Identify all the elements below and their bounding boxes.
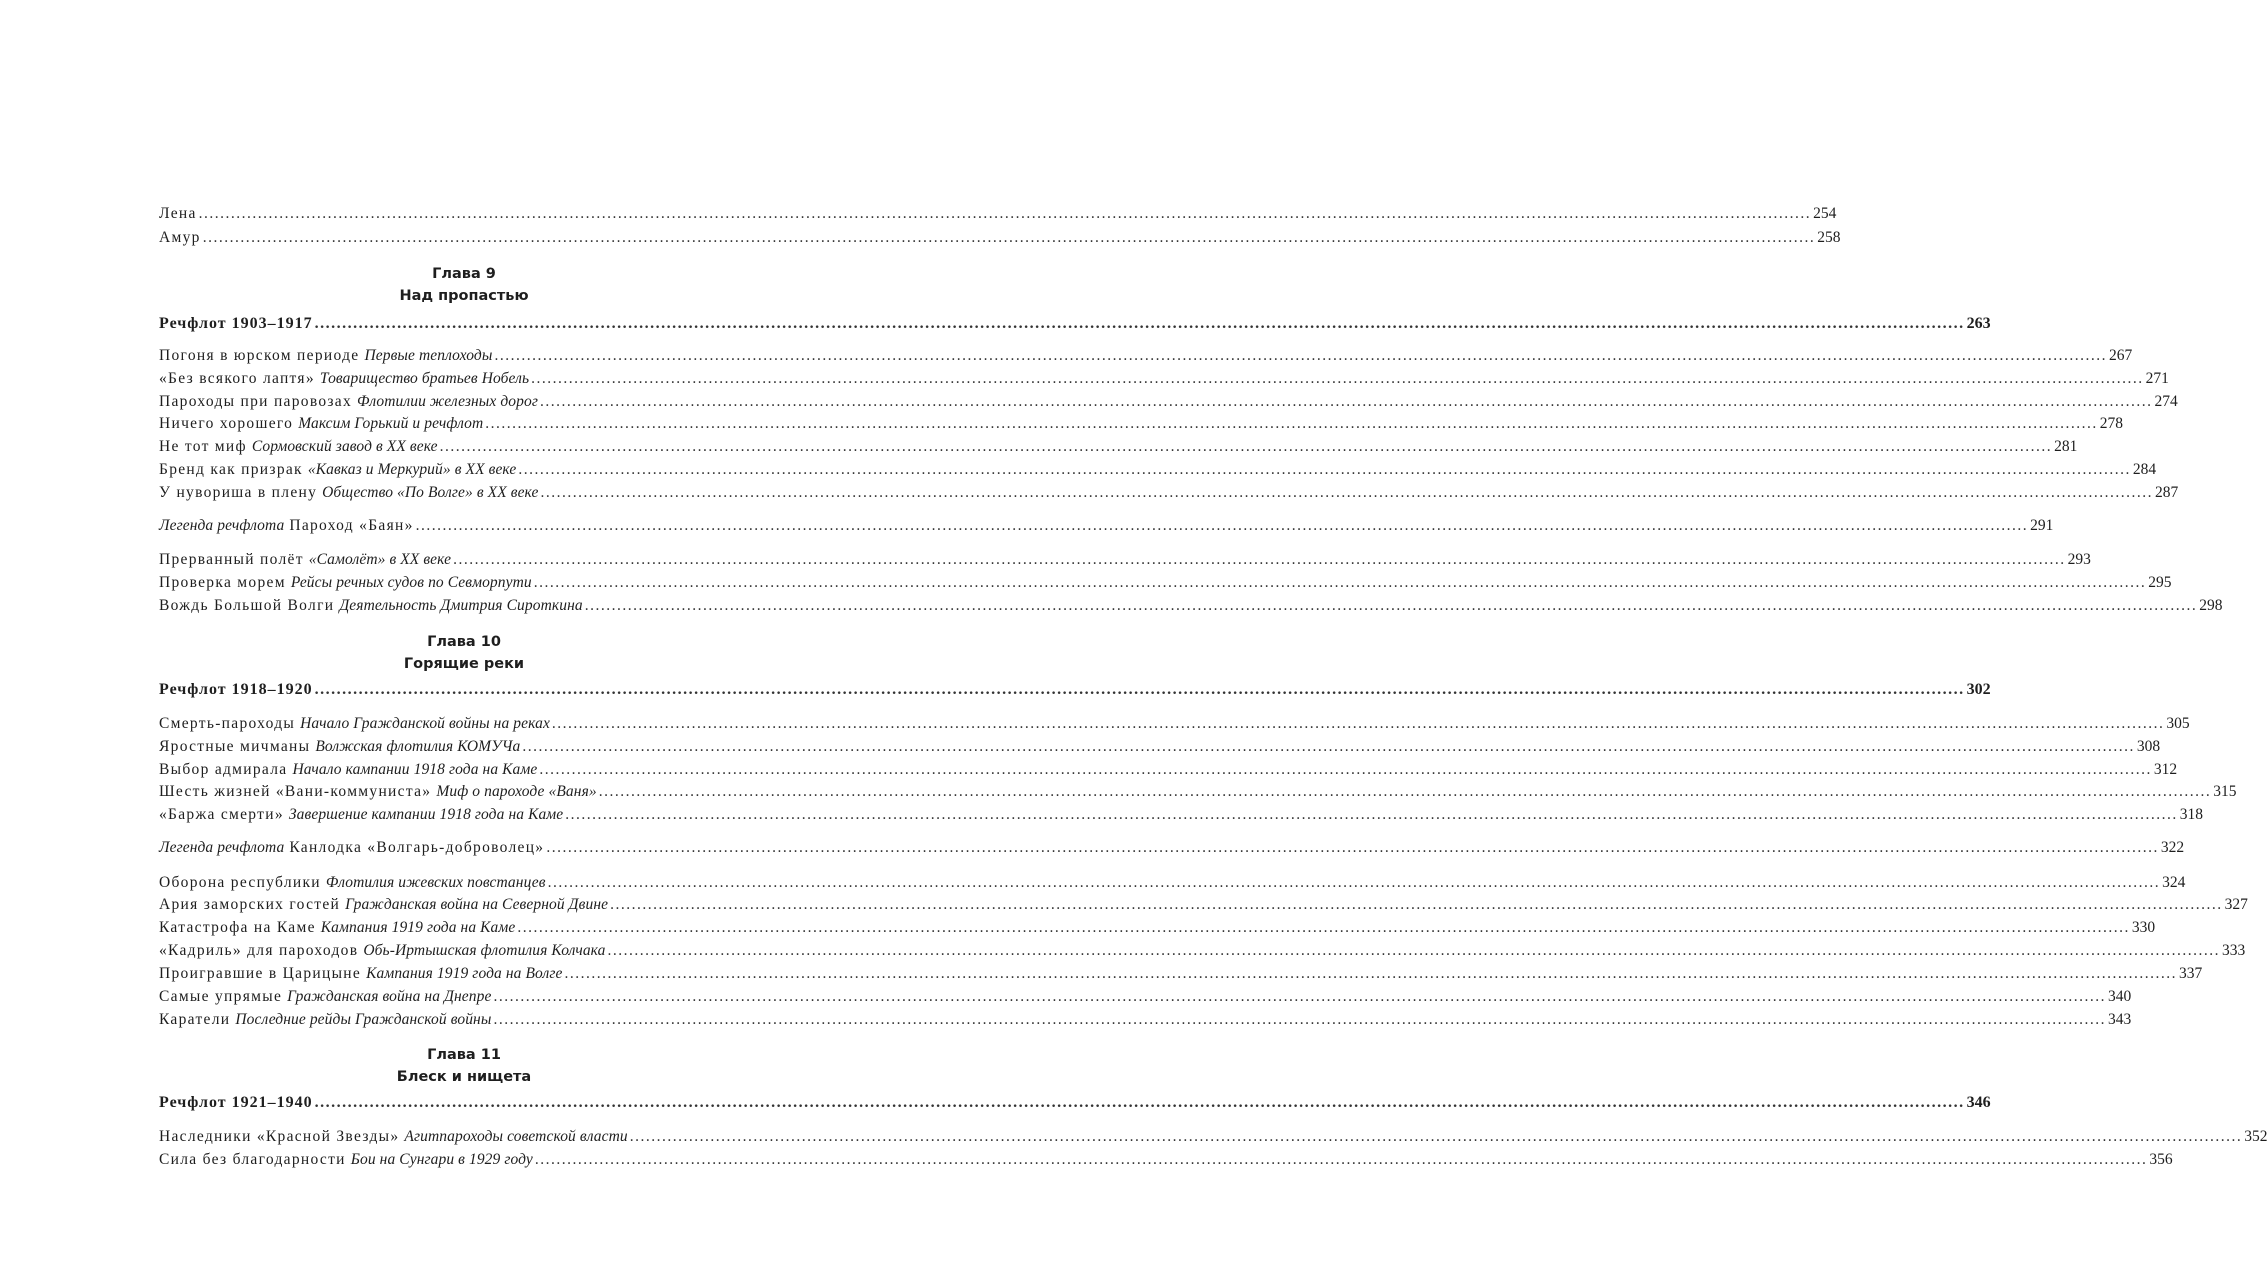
entry-subtitle: «Самолёт» в XX веке bbox=[308, 551, 452, 568]
entry-main: Бренд как призрак bbox=[159, 461, 303, 478]
toc-entry[interactable] bbox=[159, 918, 2156, 938]
entry-subtitle: Сормовский завод в XX веке bbox=[251, 438, 438, 455]
toc-entry[interactable] bbox=[159, 1127, 2267, 1147]
dot-leader: ............................................................................................................................................................................................................................................................................................................ bbox=[494, 347, 2107, 364]
page-number: 340 bbox=[2107, 988, 2132, 1005]
entry-main: «Без всякого лаптя» bbox=[159, 370, 315, 387]
entry-main: Проигравшие в Царицыне bbox=[159, 965, 362, 982]
page-number: 293 bbox=[2067, 551, 2091, 568]
page-number: 274 bbox=[2154, 393, 2178, 410]
entry-title bbox=[159, 714, 550, 734]
page-number: 281 bbox=[2054, 438, 2078, 455]
dot-leader: ............................................................................................................................................................................................................................................................................................................ bbox=[564, 965, 2177, 982]
toc-entry[interactable] bbox=[159, 1150, 2173, 1170]
entry-main: Речфлот 1918–1920 bbox=[159, 681, 313, 698]
chapter-title: Горящие реки bbox=[403, 656, 525, 672]
toc-entry[interactable] bbox=[159, 596, 2223, 616]
entry-main: Пароходы при паровозах bbox=[159, 393, 353, 410]
entry-subtitle: Агитпароходы советской власти bbox=[404, 1128, 628, 1145]
toc-entry[interactable] bbox=[159, 782, 2237, 802]
chapter-number: Глава 9 bbox=[432, 266, 496, 282]
toc-entry[interactable] bbox=[159, 987, 2132, 1007]
dot-leader: ............................................................................................................................................................................................................................................................................................................ bbox=[546, 839, 2159, 856]
toc-entry[interactable] bbox=[159, 1010, 2132, 1030]
page-number: 324 bbox=[2162, 874, 2186, 891]
entry-subtitle: Обь-Иртышская флотилия Колчака bbox=[363, 942, 606, 959]
chapter-title: Над пропастью bbox=[399, 288, 529, 304]
entry-main: Сила без благодарности bbox=[159, 1151, 346, 1168]
legend-entry[interactable] bbox=[159, 838, 2185, 858]
entry-subtitle: Легенда речфлота bbox=[159, 839, 285, 856]
entry-title bbox=[159, 805, 563, 825]
entry-main: Шесть жизней «Вани-коммуниста» bbox=[159, 783, 432, 800]
page-number: 330 bbox=[2131, 919, 2156, 936]
dot-leader: ............................................................................................................................................................................................................................................................................................................ bbox=[539, 761, 2152, 778]
entry-title bbox=[159, 573, 532, 593]
page-number: 263 bbox=[1966, 315, 1991, 332]
entry-main: Речфлот 1921–1940 bbox=[159, 1094, 313, 1111]
dot-leader: ............................................................................................................................................................................................................................................................................................................ bbox=[610, 896, 2223, 913]
entry-title bbox=[159, 460, 516, 480]
page-number: 284 bbox=[2132, 461, 2157, 478]
toc-entry[interactable] bbox=[159, 437, 2078, 457]
entry-subtitle: Деятельность Дмитрия Сироткина bbox=[339, 597, 583, 614]
entry-main: Погоня в юрском периоде bbox=[159, 347, 360, 364]
entry-title bbox=[159, 1127, 628, 1147]
entry-title bbox=[159, 204, 197, 224]
dot-leader: ............................................................................................................................................................................................................................................................................................................ bbox=[598, 783, 2212, 800]
page-number: 302 bbox=[1966, 681, 1991, 698]
dot-leader: ............................................................................................................................................................................................................................................................................................................ bbox=[485, 415, 2098, 432]
entry-subtitle: Флотилия ижевских повстанцев bbox=[325, 874, 546, 891]
page-number: 308 bbox=[2136, 738, 2161, 755]
entry-title bbox=[159, 414, 483, 434]
page-number: 327 bbox=[2224, 896, 2248, 913]
entry-main: У нувориша в плену bbox=[159, 484, 318, 501]
page-number: 318 bbox=[2179, 806, 2204, 823]
entry-title bbox=[159, 483, 539, 503]
entry-subtitle: Начало Гражданской войны на реках bbox=[300, 715, 550, 732]
dot-leader: ............................................................................................................................................................................................................................................................................................................ bbox=[518, 461, 2131, 478]
dot-leader: ............................................................................................................................................................................................................................................................................................................ bbox=[534, 1151, 2148, 1168]
entry-main: Ария заморских гостей bbox=[159, 896, 341, 913]
dot-leader: ............................................................................................................................................................................................................................................................................................................ bbox=[547, 874, 2161, 891]
entry-subtitle: Волжская флотилия КОМУЧа bbox=[315, 738, 521, 755]
entry-title bbox=[159, 516, 414, 536]
page-number: 315 bbox=[2213, 783, 2237, 800]
entry-subtitle: Первые теплоходы bbox=[364, 347, 493, 364]
toc-entry[interactable] bbox=[159, 941, 2246, 961]
part-entry[interactable] bbox=[159, 680, 1991, 700]
entry-title bbox=[159, 228, 201, 248]
page-number: 267 bbox=[2108, 347, 2133, 364]
dot-leader: ............................................................................................................................................................................................................................................................................................................ bbox=[314, 315, 1965, 332]
entry-title bbox=[159, 782, 597, 802]
entry-title bbox=[159, 737, 520, 757]
entry-subtitle: Гражданская война на Днепре bbox=[287, 988, 492, 1005]
entry-subtitle: Миф о пароходе «Ваня» bbox=[436, 783, 597, 800]
entry-main: Канлодка «Волгарь-доброволец» bbox=[289, 839, 545, 856]
page-number: 287 bbox=[2155, 484, 2179, 501]
page-number: 343 bbox=[2107, 1011, 2132, 1028]
entry-title bbox=[159, 760, 537, 780]
page-number: 298 bbox=[2199, 597, 2223, 614]
page-number: 337 bbox=[2179, 965, 2203, 982]
toc-entry[interactable] bbox=[159, 573, 2172, 593]
dot-leader: ............................................................................................................................................................................................................................................................................................................ bbox=[565, 806, 2178, 823]
dot-leader: ............................................................................................................................................................................................................................................................................................................ bbox=[517, 919, 2130, 936]
toc-entry[interactable] bbox=[159, 895, 2248, 915]
toc-entry[interactable] bbox=[159, 714, 2190, 734]
dot-leader: ............................................................................................................................................................................................................................................................................................................ bbox=[584, 597, 2198, 614]
entry-title bbox=[159, 680, 313, 700]
entry-main: Лена bbox=[159, 205, 197, 222]
entry-title bbox=[159, 838, 544, 858]
dot-leader: ............................................................................................................................................................................................................................................................................................................ bbox=[531, 370, 2144, 387]
part-entry[interactable] bbox=[159, 314, 1991, 334]
entry-main: «Баржа смерти» bbox=[159, 806, 284, 823]
entry-title bbox=[159, 550, 451, 570]
entry-main: Пароход «Баян» bbox=[289, 517, 414, 534]
entry-main: Самые упрямые bbox=[159, 988, 283, 1005]
toc-entry[interactable] bbox=[159, 483, 2179, 503]
entry-title bbox=[159, 596, 583, 616]
entry-subtitle: Начало кампании 1918 года на Каме bbox=[292, 761, 538, 778]
entry-title bbox=[159, 1010, 491, 1030]
entry-subtitle: Завершение кампании 1918 года на Каме bbox=[288, 806, 564, 823]
entry-title bbox=[159, 895, 608, 915]
legend-entry[interactable] bbox=[159, 516, 2054, 536]
dot-leader: ............................................................................................................................................................................................................................................................................................................ bbox=[453, 551, 2066, 568]
page-number: 291 bbox=[2030, 517, 2054, 534]
chapter-number: Глава 11 bbox=[427, 1047, 501, 1063]
entry-subtitle: Максим Горький и речфлот bbox=[298, 415, 484, 432]
entry-title bbox=[159, 346, 492, 366]
entry-main: Яростные мичманы bbox=[159, 738, 311, 755]
dot-leader: ............................................................................................................................................................................................................................................................................................................ bbox=[314, 1094, 1965, 1111]
entry-subtitle: Бои на Сунгари в 1929 году bbox=[350, 1151, 533, 1168]
page-number: 271 bbox=[2145, 370, 2169, 387]
dot-leader: ............................................................................................................................................................................................................................................................................................................ bbox=[551, 715, 2165, 732]
toc-entry[interactable] bbox=[159, 392, 2178, 412]
entry-title bbox=[159, 918, 515, 938]
toc-entry[interactable] bbox=[159, 346, 2133, 366]
entry-main: Наследники «Красной Звезды» bbox=[159, 1128, 400, 1145]
entry-subtitle: Легенда речфлота bbox=[159, 517, 285, 534]
toc-entry[interactable] bbox=[159, 414, 2124, 434]
entry-subtitle: Последние рейды Гражданской войны bbox=[235, 1011, 492, 1028]
entry-main: Вождь Большой Волги bbox=[159, 597, 335, 614]
page-number: 312 bbox=[2153, 761, 2178, 778]
entry-subtitle: Флотилии железных дорог bbox=[357, 393, 538, 410]
entry-title bbox=[159, 873, 546, 893]
chapter-title: Блеск и нищета bbox=[396, 1069, 532, 1085]
toc-entry[interactable] bbox=[159, 369, 2169, 389]
toc-entry[interactable] bbox=[159, 228, 1841, 248]
dot-leader: ............................................................................................................................................................................................................................................................................................................ bbox=[415, 517, 2029, 534]
dot-leader: ............................................................................................................................................................................................................................................................................................................ bbox=[607, 942, 2220, 959]
entry-subtitle: Рейсы речных судов по Севморпути bbox=[290, 574, 532, 591]
entry-main: Проверка морем bbox=[159, 574, 286, 591]
entry-title bbox=[159, 392, 538, 412]
dot-leader: ............................................................................................................................................................................................................................................................................................................ bbox=[522, 738, 2135, 755]
dot-leader: ............................................................................................................................................................................................................................................................................................................ bbox=[202, 229, 1816, 246]
toc-entry[interactable] bbox=[159, 964, 2203, 984]
entry-main: Ничего хорошего bbox=[159, 415, 294, 432]
entry-main: Смерть-пароходы bbox=[159, 715, 296, 732]
dot-leader: ............................................................................................................................................................................................................................................................................................................ bbox=[540, 393, 2153, 410]
dot-leader: ............................................................................................................................................................................................................................................................................................................ bbox=[493, 988, 2106, 1005]
dot-leader: ............................................................................................................................................................................................................................................................................................................ bbox=[439, 438, 2053, 455]
entry-main: «Кадриль» для пароходов bbox=[159, 942, 359, 959]
page-number: 346 bbox=[1966, 1094, 1991, 1111]
entry-title bbox=[159, 1093, 313, 1113]
toc-entry[interactable] bbox=[159, 760, 2178, 780]
entry-main: Не тот миф bbox=[159, 438, 247, 455]
entry-title bbox=[159, 964, 563, 984]
page-number: 278 bbox=[2099, 415, 2124, 432]
page-number: 254 bbox=[1813, 205, 1837, 222]
page-number: 295 bbox=[2148, 574, 2172, 591]
entry-subtitle: «Кавказ и Меркурий» в XX веке bbox=[307, 461, 517, 478]
entry-main: Амур bbox=[159, 229, 201, 246]
toc-entry[interactable] bbox=[159, 873, 2186, 893]
toc-entry[interactable] bbox=[159, 460, 2157, 480]
entry-main: Каратели bbox=[159, 1011, 231, 1028]
entry-title bbox=[159, 314, 313, 334]
entry-subtitle: Товарищество братьев Нобель bbox=[319, 370, 530, 387]
entry-main: Катастрофа на Каме bbox=[159, 919, 316, 936]
entry-subtitle: Кампания 1919 года на Каме bbox=[320, 919, 516, 936]
page-number: 305 bbox=[2166, 715, 2190, 732]
entry-main: Оборона республики bbox=[159, 874, 321, 891]
entry-title bbox=[159, 987, 491, 1007]
dot-leader: ............................................................................................................................................................................................................................................................................................................ bbox=[198, 205, 1812, 222]
entry-main: Речфлот 1903–1917 bbox=[159, 315, 313, 332]
chapter-number: Глава 10 bbox=[427, 634, 501, 650]
toc-entry[interactable] bbox=[159, 550, 2091, 570]
page-number: 322 bbox=[2160, 839, 2185, 856]
toc-entry[interactable] bbox=[159, 204, 1837, 224]
toc-entry[interactable] bbox=[159, 737, 2161, 757]
dot-leader: ............................................................................................................................................................................................................................................................................................................ bbox=[629, 1128, 2243, 1145]
entry-subtitle: Гражданская война на Северной Двине bbox=[345, 896, 609, 913]
toc-entry[interactable] bbox=[159, 805, 2204, 825]
dot-leader: ............................................................................................................................................................................................................................................................................................................ bbox=[540, 484, 2153, 501]
entry-main: Выбор адмирала bbox=[159, 761, 288, 778]
page-number: 356 bbox=[2149, 1151, 2173, 1168]
page-number: 258 bbox=[1817, 229, 1841, 246]
entry-subtitle: Общество «По Волге» в XX веке bbox=[322, 484, 539, 501]
dot-leader: ............................................................................................................................................................................................................................................................................................................ bbox=[314, 681, 1965, 698]
entry-subtitle: Кампания 1919 года на Волге bbox=[366, 965, 563, 982]
entry-main: Прерванный полёт bbox=[159, 551, 304, 568]
page-number: 352 bbox=[2244, 1128, 2267, 1145]
part-entry[interactable] bbox=[159, 1093, 1991, 1113]
entry-title bbox=[159, 437, 438, 457]
dot-leader: ............................................................................................................................................................................................................................................................................................................ bbox=[493, 1011, 2106, 1028]
dot-leader: ............................................................................................................................................................................................................................................................................................................ bbox=[533, 574, 2147, 591]
entry-title bbox=[159, 369, 529, 389]
page-number: 333 bbox=[2222, 942, 2246, 959]
entry-title bbox=[159, 941, 606, 961]
entry-title bbox=[159, 1150, 533, 1170]
